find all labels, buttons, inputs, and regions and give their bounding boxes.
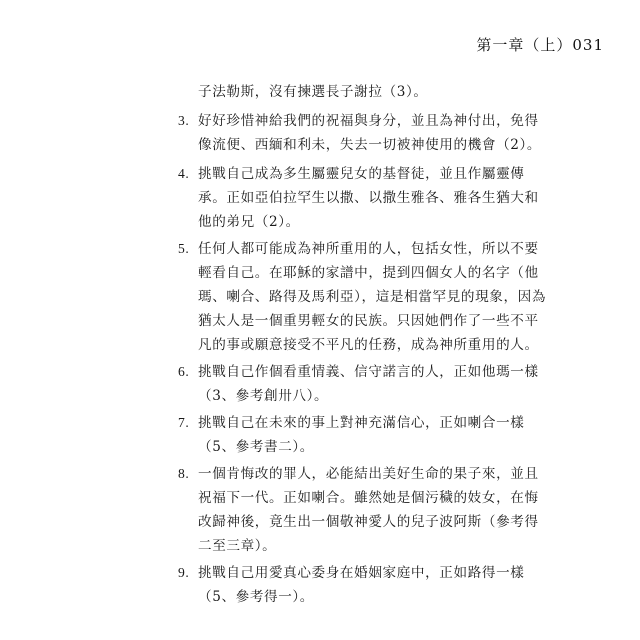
item-text: 子法勒斯，沒有揀選長子謝拉（3）。 <box>198 84 428 100</box>
list-item-continuation <box>198 285 546 305</box>
list-item-line <box>178 462 539 482</box>
list-item-line <box>178 162 524 182</box>
item-number: 3. <box>178 113 190 128</box>
item-text: 承。正如亞伯拉罕生以撒、以撒生雅各、雅各生猶大和 <box>198 190 539 206</box>
list-item-continuation <box>198 534 276 554</box>
item-text: （5、參考得一）。 <box>198 589 314 605</box>
item-number: 7. <box>178 415 190 430</box>
item-number: 8. <box>178 466 190 481</box>
item-text: 瑪、喇合、路得及馬利亞），這是相當罕見的現象，因為 <box>198 289 547 305</box>
item-text: 挑戰自己作個看重情義、信守諾言的人，正如他瑪一樣 <box>198 364 539 380</box>
chapter-title: 第一章（上） <box>476 36 573 54</box>
item-text: 一個肯悔改的罪人，必能結出美好生命的果子來，並且 <box>198 466 539 482</box>
item-text: 改歸神後，竟生出一個敬神愛人的兒子波阿斯（參考得 <box>198 514 539 530</box>
list-item-continuation <box>198 435 314 455</box>
item-text: 輕看自己。在耶穌的家譜中，提到四個女人的名字（他 <box>198 265 539 281</box>
item-text: 任何人都可能成為神所重用的人，包括女性，所以不要 <box>198 241 539 257</box>
item-number: 4. <box>178 166 190 181</box>
list-item-continuation <box>198 486 539 506</box>
item-text: 他的弟兄（2）。 <box>198 214 300 230</box>
list-item-continuation <box>198 585 314 605</box>
item-text: 二至三章）。 <box>198 538 277 554</box>
list-item-continuation <box>198 186 539 206</box>
list-item-line <box>178 411 524 431</box>
item-text: （5、參考書二）。 <box>198 439 314 455</box>
list-item-continuation <box>198 309 539 329</box>
item-text: 猶太人是一個重男輕女的民族。只因她們作了一些不平 <box>198 313 539 329</box>
item-number: 9. <box>178 565 190 580</box>
item-number: 6. <box>178 364 190 379</box>
item-text: 像流便、西緬和利未，失去一切被神使用的機會（2）。 <box>198 137 542 153</box>
item-text: 挑戰自己在未來的事上對神充滿信心，正如喇合一樣 <box>198 415 525 431</box>
page-number: 031 <box>572 36 604 54</box>
list-item-continuation <box>198 333 539 353</box>
item-text: （3、參考創卅八）。 <box>198 388 329 404</box>
list-item-continuation <box>198 210 300 230</box>
item-text: 凡的事或願意接受不平凡的任務，成為神所重用的人。 <box>198 337 539 353</box>
list-item-continuation <box>198 384 328 404</box>
list-item-continuation <box>198 133 541 153</box>
list-item-line <box>178 360 539 380</box>
running-header <box>476 34 604 55</box>
item-text: 挑戰自己成為多生屬靈兒女的基督徒，並且作屬靈傳 <box>198 166 525 182</box>
item-text: 挑戰自己用愛真心委身在婚姻家庭中，正如路得一樣 <box>198 565 525 581</box>
list-item-line <box>178 561 524 581</box>
list-item-continuation <box>198 510 539 530</box>
list-item-line <box>178 109 539 129</box>
item-text: 祝福下一代。正如喇合。雖然她是個污穢的妓女，在悔 <box>198 490 539 506</box>
list-item-continuation <box>198 261 539 281</box>
list-item-line <box>178 237 539 257</box>
item-text: 好好珍惜神給我們的祝福與身分，並且為神付出，免得 <box>198 113 539 129</box>
list-item-continuation <box>198 80 428 100</box>
item-number: 5. <box>178 241 190 256</box>
